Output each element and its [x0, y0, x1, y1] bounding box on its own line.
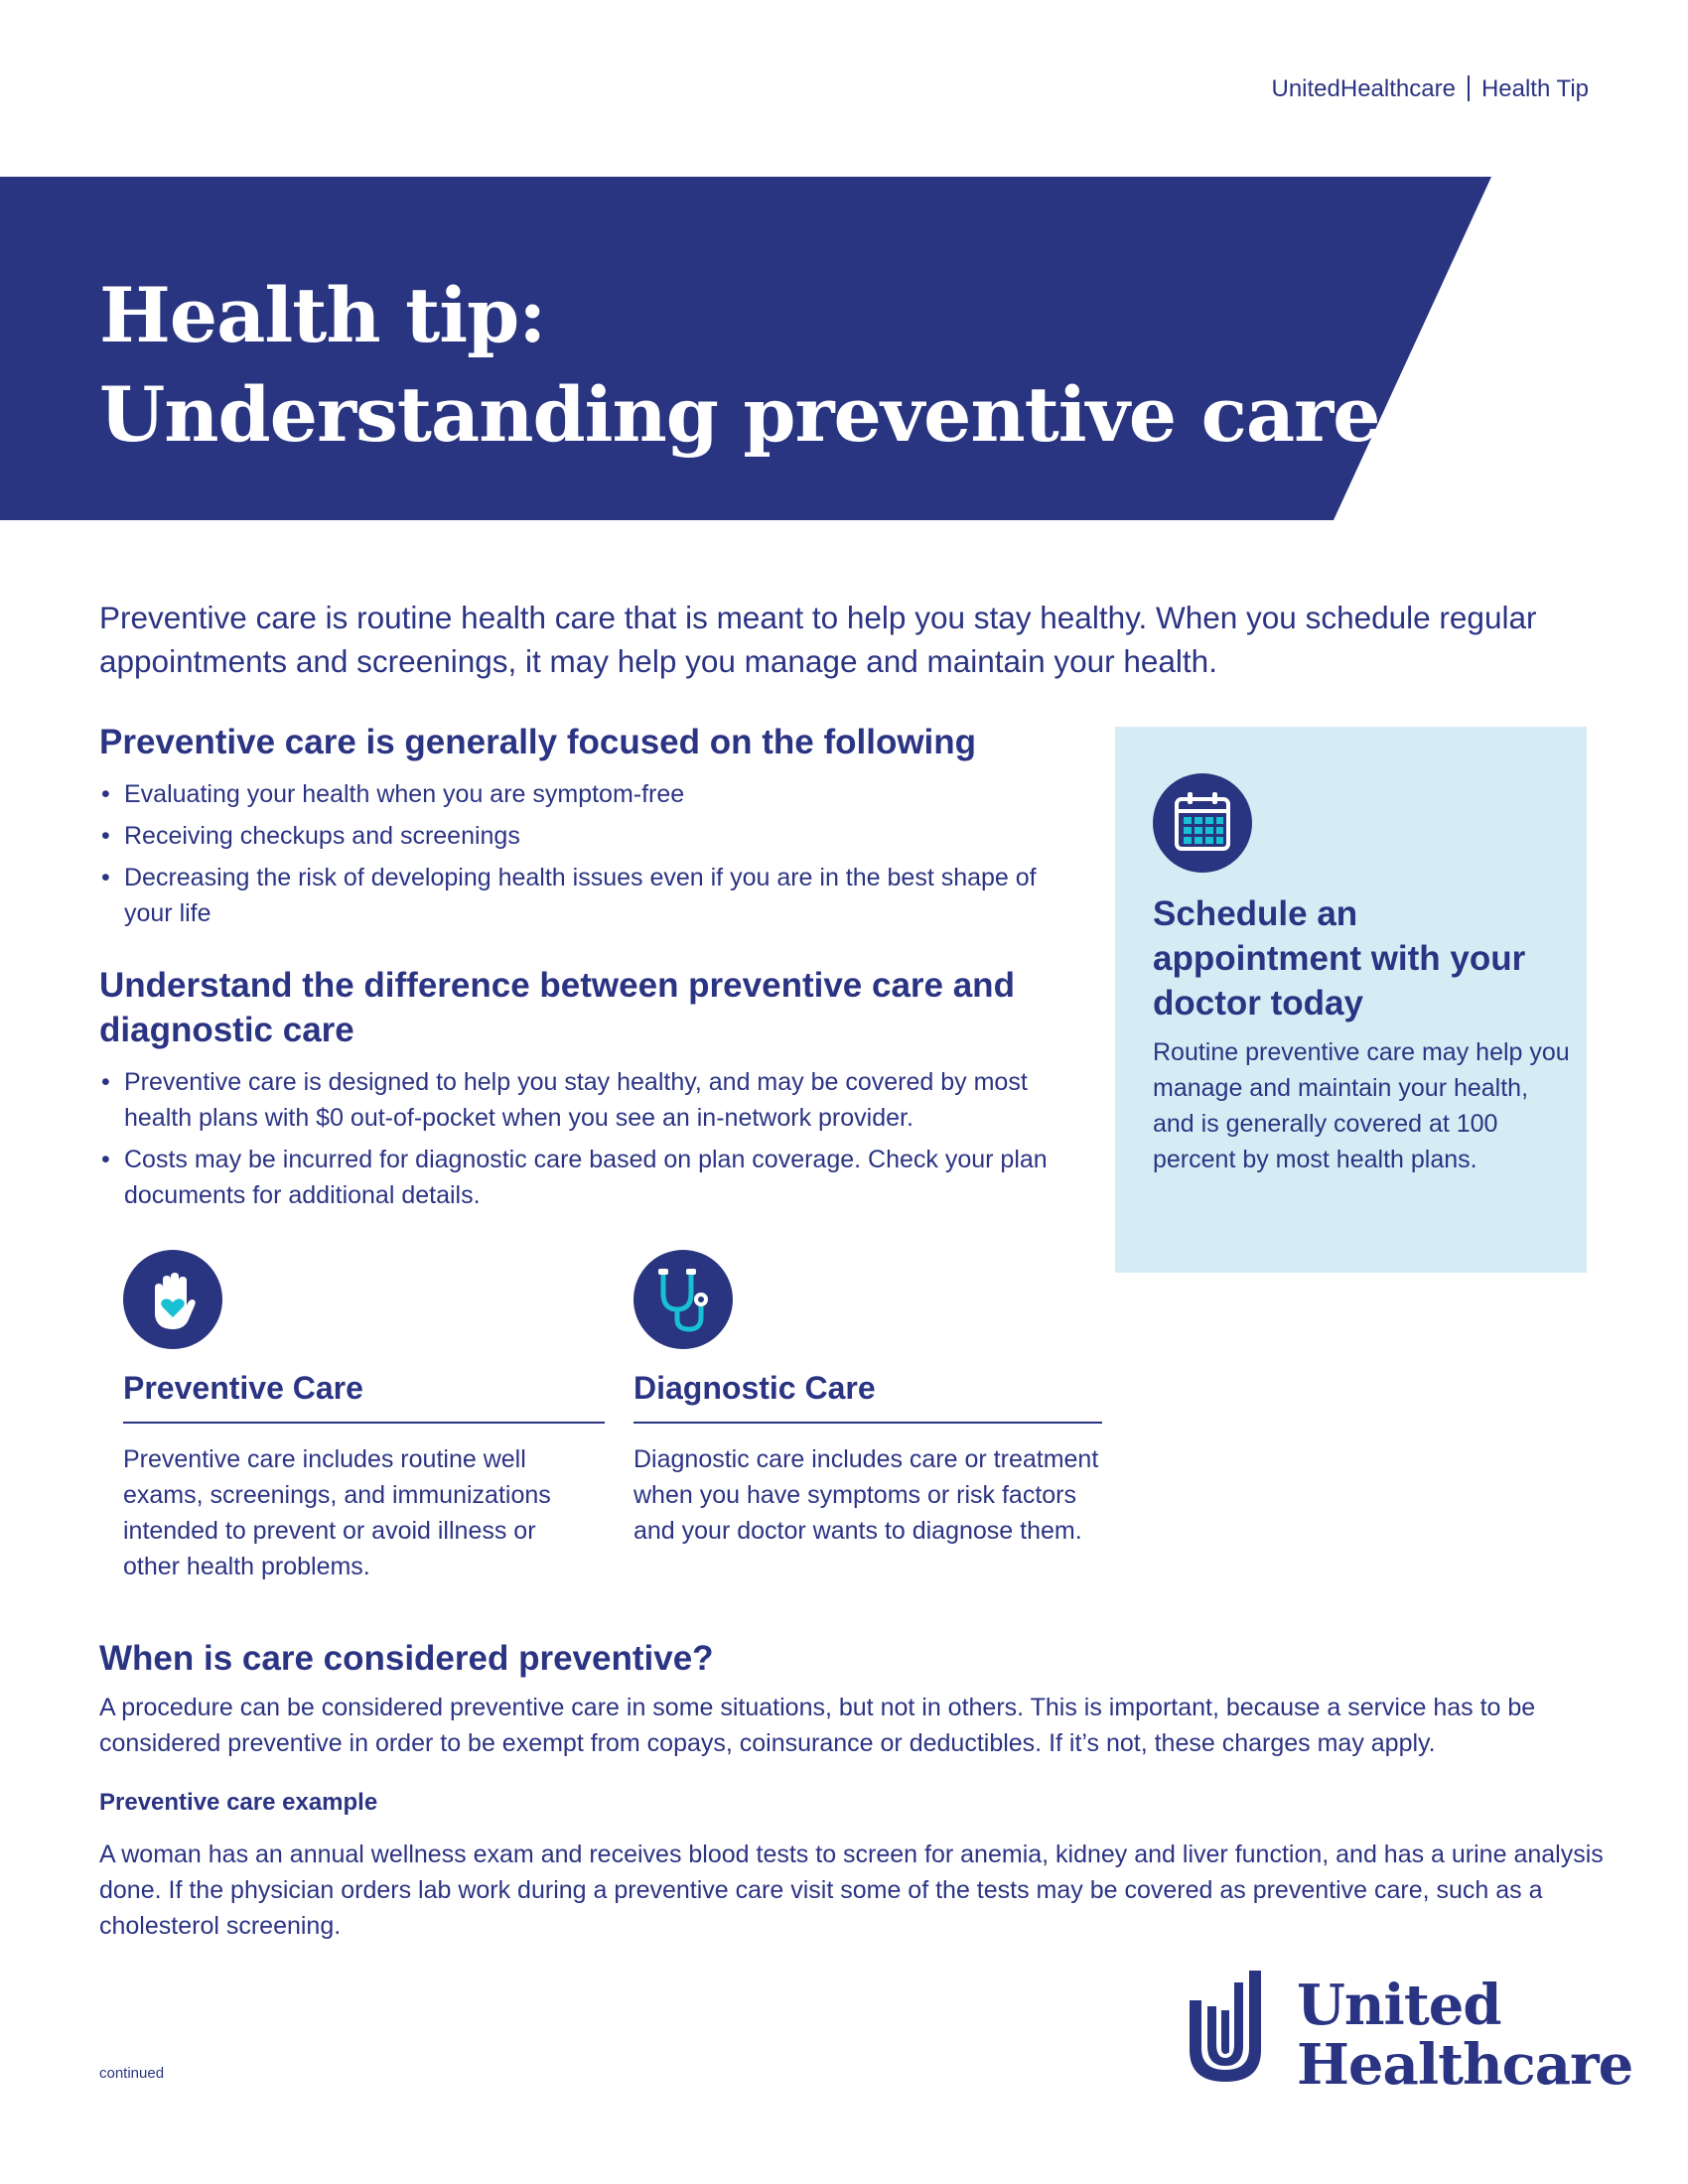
list-item: • Evaluating your health when you are symptom-free [99, 776, 1082, 812]
intro-paragraph: Preventive care is routine health care that is meant to help you stay healthy. When you schedule regular appointments and screenings, it may help you manage and maintain your health. [99, 600, 1537, 679]
preventive-care-heading: Preventive Care [123, 1370, 363, 1406]
when-preventive-body: A procedure can be considered preventive care in some situations, but not in others. This is important, because a service has to be considered preventive in order to be exempt from copays, coinsurance or deductibles. If it’s not, these charges may apply. [99, 1694, 1536, 1757]
diagnostic-care-divider [633, 1422, 1102, 1424]
list-item: • Receiving checkups and screenings [99, 818, 1082, 854]
diagnostic-care-heading: Diagnostic Care [633, 1370, 876, 1406]
calendar-icon [1153, 773, 1252, 873]
example-body: A woman has an annual wellness exam and receives blood tests to screen for anemia, kidney and liver function, and has a urine analysis done. If the physician orders lab work during a preventive care visit some of the tests may be covered as preventive care, such as a cholesterol screening. [99, 1841, 1604, 1940]
list-item: • Decreasing the risk of developing health issues even if you are in the best shape of your life [99, 860, 1082, 931]
page-title-line2: Understanding preventive care [99, 370, 1380, 459]
difference-list [99, 1064, 1082, 1219]
continued-label: continued [99, 2065, 165, 2082]
example-heading: Preventive care example [99, 1789, 378, 1816]
schedule-body: Routine preventive care may help you manage and maintain your health, and is generally covered at 100 percent by most health plans. [1153, 1038, 1570, 1173]
list-item: • Preventive care is designed to help you stay healthy, and may be covered by most health plans with $0 out-of-pocket when you see an in-network provider. [99, 1064, 1082, 1136]
list-item: • Costs may be incurred for diagnostic care based on plan coverage. Check your plan documents for additional details. [99, 1142, 1082, 1213]
hand-heart-icon [123, 1250, 222, 1349]
logo-line2: Healthcare [1297, 2032, 1633, 2098]
top-header [1172, 75, 1589, 103]
focus-list [99, 776, 1082, 937]
when-preventive-heading: When is care considered preventive? [99, 1639, 714, 1678]
focus-heading: Preventive care is generally focused on the following [99, 723, 977, 761]
schedule-heading: Schedule an appointment with your doctor today [1153, 894, 1526, 1023]
preventive-care-body: Preventive care includes routine well exams, screenings, and immunizations intended to prevent or avoid illness or other health problems. [123, 1445, 551, 1580]
preventive-care-divider [123, 1422, 605, 1424]
difference-heading: Understand the difference between preventive care and diagnostic care [99, 966, 1015, 1049]
stethoscope-icon [633, 1250, 733, 1349]
header-brand: UnitedHealthcare [1271, 75, 1456, 102]
unitedhealthcare-logo-text [1297, 1973, 1633, 2098]
unitedhealthcare-u-logo-icon [1190, 1971, 1269, 2090]
page-title [99, 266, 1380, 465]
header-divider [1468, 75, 1470, 101]
page-title-line1: Health tip: [99, 271, 546, 359]
logo-line1: United [1297, 1973, 1501, 2038]
header-doc-type: Health Tip [1480, 75, 1589, 102]
diagnostic-care-body: Diagnostic care includes care or treatment when you have symptoms or risk factors and your doctor wants to diagnose them. [633, 1445, 1099, 1545]
